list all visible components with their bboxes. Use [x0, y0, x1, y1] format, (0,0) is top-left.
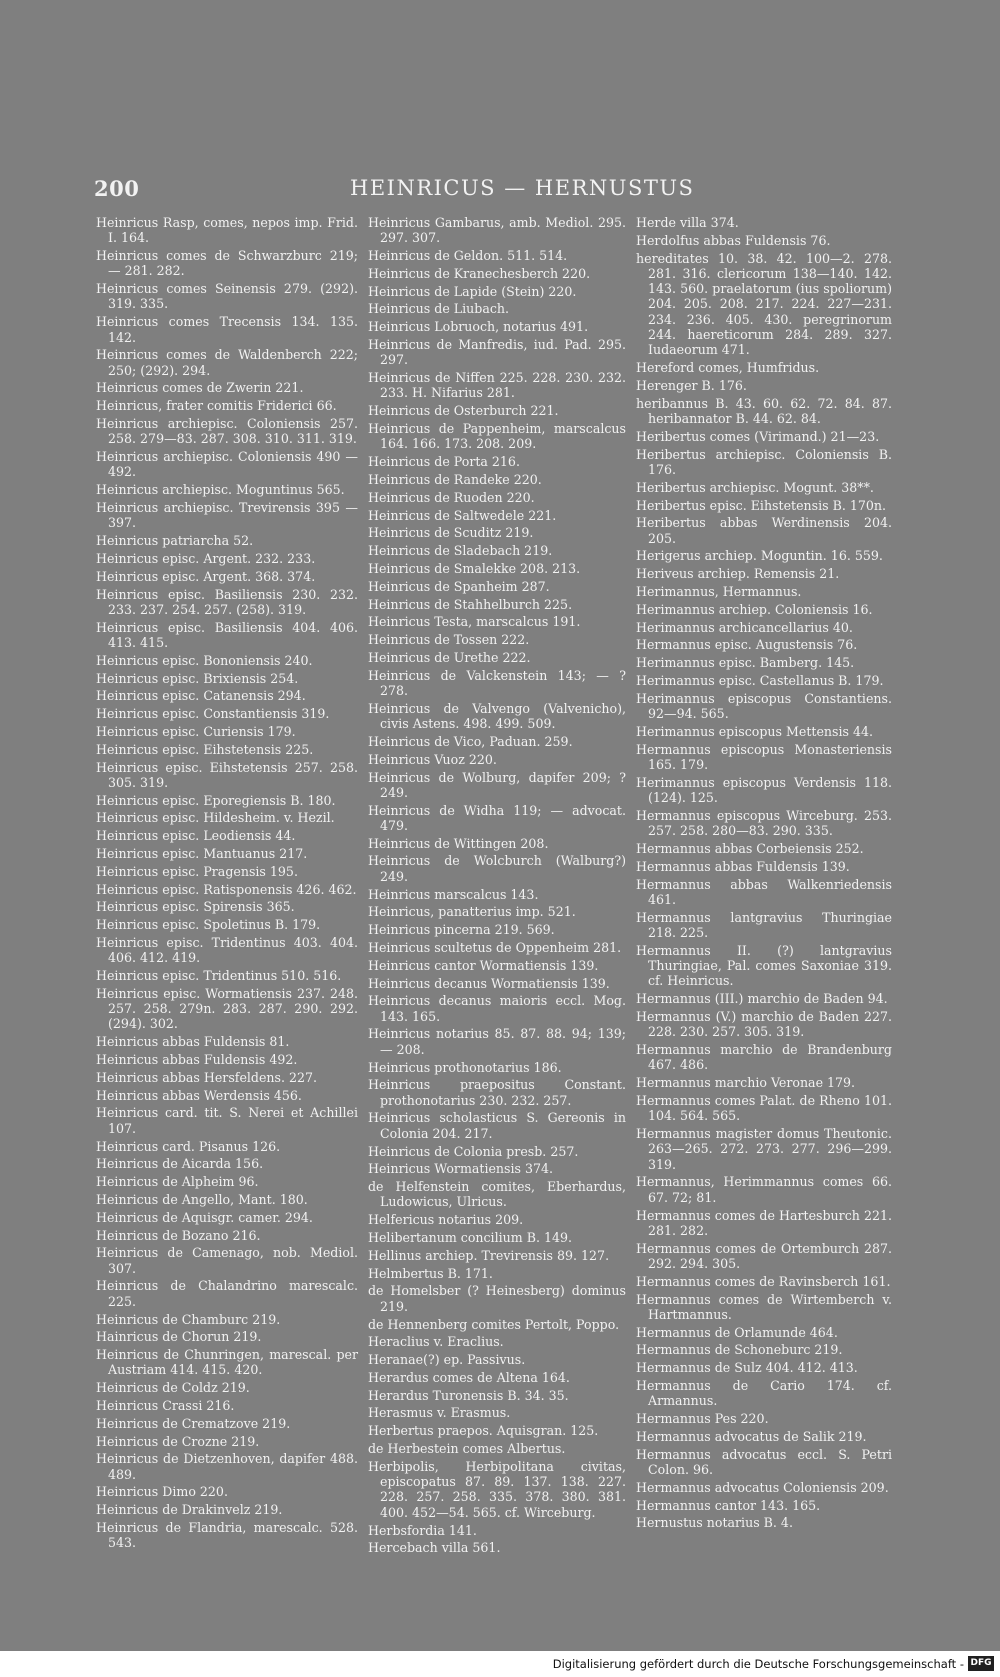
index-entry: Heranae(?) ep. Passivus.	[368, 1352, 526, 1368]
index-entry: Hermannus de Sulz 404. 412. 413.	[636, 1360, 858, 1376]
page-number: 200	[94, 176, 140, 201]
index-entry: Heinricus episc. Wormatiensis 237. 248. 257. 258. 279n. 283. 287. 290. 292. (294). 302.	[96, 985, 358, 1032]
index-entry: Heinricus de Pappenheim, marscalcus 164. 166. 173. 208. 209.	[368, 421, 626, 452]
index-entry: heribannus B. 43. 60. 62. 72. 84. 87. heribannator B. 44. 62. 84.	[636, 395, 892, 427]
index-entry: Heinricus de Niffen 225. 228. 230. 232. 233. H. Nifarius 281.	[368, 370, 626, 401]
index-entry: Heinricus Wormatiensis 374.	[368, 1161, 554, 1177]
index-entry: Heinricus patriarcha 52.	[96, 533, 254, 549]
index-entry: Heinricus de Kranechesberch 220.	[368, 265, 591, 281]
index-entry: Hermannus episcopus Wirceburg. 253. 257. 258. 280—83. 290. 335.	[636, 807, 892, 839]
index-entry: Heinricus Testa, marscalcus 191.	[368, 614, 581, 630]
index-entry: Heinricus de Valckenstein 143; — ? 278.	[368, 667, 626, 699]
index-entry: Heinricus cantor Wormatiensis 139.	[368, 957, 599, 973]
index-entry: Hainricus de Chorun 219.	[96, 1329, 262, 1345]
index-entry: Heinricus de Valvengo (Valvenicho), civis Astens. 498. 499. 509.	[368, 700, 626, 732]
index-entry: Heinricus de Ruoden 220.	[368, 489, 535, 505]
index-column-left	[96, 215, 358, 1553]
index-entry: Helfericus notarius 209.	[368, 1212, 524, 1228]
index-entry: Heinricus de Chunringen, marescal. per Austriam 414. 415. 420.	[96, 1347, 358, 1378]
index-entry: Herdolfus abbas Fuldensis 76.	[636, 232, 831, 248]
index-entry: Heinricus episc. Ratisponensis 426. 462.	[96, 881, 357, 897]
index-entry: Herimannus episcopus Mettensis 44.	[636, 723, 874, 739]
index-entry: Heinricus de Drakinvelz 219.	[96, 1502, 283, 1518]
index-entry: Heinricus de Wittingen 208.	[368, 835, 549, 851]
index-entry: Heinricus de Bozano 216.	[96, 1227, 261, 1243]
index-entry: Heinricus de Dietzenhoven, dapifer 488. 489.	[96, 1451, 358, 1482]
index-entry: Heinricus Lobruoch, notarius 491.	[368, 319, 589, 335]
index-entry: Heinricus de Aquisgr. camer. 294.	[96, 1209, 313, 1225]
index-entry: Hercebach villa 561.	[368, 1540, 501, 1556]
index-entry: Heinricus de Saltwedele 221.	[368, 507, 557, 523]
index-entry: Heinricus episc. Brixiensis 254.	[96, 670, 299, 686]
index-entry: Herbipolis, Herbipolitana civitas, episcopatus 87. 89. 137. 138. 227. 228. 257. 258. 335. 378. 380. 381. 400. 452—54. 565. cf. Wirceburg.	[368, 1458, 626, 1520]
index-entry: Heinricus, frater comitis Friderici 66.	[96, 398, 337, 414]
index-entry: Heinricus de Lapide (Stein) 220.	[368, 283, 577, 299]
index-entry: Heinricus de Geldon. 511. 514.	[368, 248, 568, 264]
index-entry: Hermannus comes de Ravinsberch 161.	[636, 1273, 891, 1289]
index-entry: Heinricus abbas Hersfeldens. 227.	[96, 1069, 318, 1085]
index-entry: Heinricus prothonotarius 186.	[368, 1059, 562, 1075]
index-entry: Hermannus episc. Augustensis 76.	[636, 637, 858, 653]
index-entry: Hermannus de Schoneburc 219.	[636, 1342, 843, 1358]
index-entry: Heinricus episc. Curiensis 179.	[96, 723, 296, 739]
index-entry: Hermannus comes de Ortemburch 287. 292. 294. 305.	[636, 1240, 892, 1271]
index-entry: Heinricus archiepisc. Trevirensis 395 —397.	[96, 500, 358, 531]
index-column-right	[636, 215, 892, 1533]
index-entry: Hermannus de Cario 174. cf. Armannus.	[636, 1377, 892, 1409]
index-entry: Herimannus, Hermannus.	[636, 584, 802, 600]
index-entry: Heinricus de Crematzove 219.	[96, 1415, 291, 1431]
index-entry: Heinricus Dimo 220.	[96, 1484, 228, 1500]
index-entry: Heinricus decanus maioris eccl. Mog. 143. 165.	[368, 993, 626, 1024]
index-entry: Herimannus archicancellarius 40.	[636, 619, 853, 635]
index-entry: Heinricus de Aicarda 156.	[96, 1156, 264, 1172]
index-entry: Heinricus de Liubach.	[368, 301, 510, 317]
index-entry: Heinricus episc. Tridentinus 510. 516.	[96, 968, 342, 984]
index-entry: Heinricus, panatterius imp. 521.	[368, 904, 576, 920]
index-entry: Heinricus scholasticus S. Gereonis in Colonia 204. 217.	[368, 1110, 626, 1141]
index-entry: Hermannus (III.) marchio de Baden 94.	[636, 991, 888, 1007]
index-entry: Heinricus de Urethe 222.	[368, 649, 531, 665]
index-entry: Heinricus episc. Basiliensis 404. 406. 413. 415.	[96, 619, 358, 650]
index-entry: Herbertus praepos. Aquisgran. 125.	[368, 1423, 599, 1439]
index-entry: Hermannus marchio Veronae 179.	[636, 1075, 856, 1091]
index-entry: Hermannus lantgravius Thuringiae 218. 225.	[636, 909, 892, 940]
index-entry: Herde villa 374.	[636, 215, 739, 230]
index-entry: Heinricus episc. Spirensis 365.	[96, 899, 295, 915]
index-entry: Heribertus archiepisc. Mogunt. 38**.	[636, 479, 874, 495]
index-entry: de Hennenberg comites Pertolt, Poppo.	[368, 1316, 620, 1332]
index-entry: Heinricus episc. Eihstetensis 225.	[96, 741, 314, 757]
index-entry: Heinricus episc. Argent. 232. 233.	[96, 550, 316, 566]
index-entry: Heinricus abbas Werdensis 456.	[96, 1087, 302, 1103]
index-entry: Heribertus archiepisc. Coloniensis B. 176.	[636, 446, 892, 477]
index-entry: Heinricus praepositus Constant. prothonotarius 230. 232. 257.	[368, 1077, 626, 1108]
index-entry: Heinricus de Chalandrino marescalc. 225.	[96, 1278, 358, 1309]
index-entry: Herimannus episcopus Verdensis 118. (124). 125.	[636, 774, 892, 806]
index-entry: Heribertus abbas Werdinensis 204. 205.	[636, 515, 892, 546]
index-entry: Heinricus comes Trecensis 134. 135. 142.	[96, 314, 358, 345]
index-entry: Heinricus de Coldz 219.	[96, 1380, 250, 1396]
index-entry: Herardus Turonensis B. 34. 35.	[368, 1387, 569, 1403]
index-entry: Hermannus abbas Walkenriedensis 461.	[636, 876, 892, 907]
index-entry: Hermannus marchio de Brandenburg 467. 486.	[636, 1042, 892, 1073]
index-entry: Heinricus de Colonia presb. 257.	[368, 1143, 579, 1159]
index-entry: Herenger B. 176.	[636, 377, 747, 393]
index-entry: Heinricus comes de Zwerin 221.	[96, 380, 304, 396]
index-entry: Heinricus episc. Constantiensis 319.	[96, 706, 330, 722]
index-entry: Heinricus Rasp, comes, nepos imp. Frid. I. 164.	[96, 215, 358, 246]
index-entry: Hermannus comes de Wirtemberch v. Hartmannus.	[636, 1291, 892, 1322]
index-entry: Herimannus episcopus Constantiens. 92—94. 565.	[636, 690, 892, 722]
index-entry: Herasmus v. Erasmus.	[368, 1405, 511, 1421]
index-entry: Hellinus archiep. Trevirensis 89. 127.	[368, 1247, 610, 1263]
index-entry: Hermannus cantor 143. 165.	[636, 1497, 821, 1513]
index-entry: Heinricus de Randeke 220.	[368, 471, 542, 487]
index-entry: Heinricus de Smalekke 208. 213.	[368, 560, 581, 576]
index-entry: Heinricus de Stahhelburch 225.	[368, 596, 573, 612]
index-entry: Heinricus episc. Basiliensis 230. 232. 233. 237. 254. 257. (258). 319.	[96, 586, 358, 617]
index-entry: Heinricus abbas Fuldensis 81.	[96, 1034, 290, 1050]
index-entry: Hermannus de Orlamunde 464.	[636, 1324, 838, 1340]
index-entry: Heinricus archiepisc. Coloniensis 257. 258. 279—83. 287. 308. 310. 311. 319.	[96, 416, 358, 447]
index-column-middle	[368, 215, 626, 1558]
index-entry: Hermannus advocatus eccl. S. Petri Colon. 96.	[636, 1446, 892, 1477]
index-entry: Heinricus abbas Fuldensis 492.	[96, 1052, 298, 1068]
index-entry: Heinricus de Flandria, marescalc. 528. 543.	[96, 1520, 358, 1551]
index-entry: Heinricus episc. Pragensis 195.	[96, 863, 298, 879]
index-entry: Hereford comes, Humfridus.	[636, 360, 820, 376]
index-entry: de Helfenstein comites, Eberhardus, Ludowicus, Ulricus.	[368, 1179, 626, 1210]
index-entry: Heinricus de Alpheim 96.	[96, 1174, 259, 1190]
index-entry: Heinricus Crassi 216.	[96, 1397, 235, 1413]
index-entry: Heinricus comes de Waldenberch 222; 250; (292). 294.	[96, 347, 358, 378]
index-entry: Heinricus card. Pisanus 126.	[96, 1138, 281, 1154]
index-entry: Herimannus archiep. Coloniensis 16.	[636, 601, 873, 617]
index-entry: Heinricus episc. Hildesheim. v. Hezil.	[96, 810, 335, 826]
index-entry: Heribertus comes (Virimand.) 21—23.	[636, 428, 880, 444]
index-entry: Heinricus de Vico, Paduan. 259.	[368, 733, 573, 749]
index-entry: Heinricus marscalcus 143.	[368, 886, 539, 902]
index-entry: Hermannus episcopus Monasteriensis 165. 179.	[636, 741, 892, 772]
index-entry: Hernustus notarius B. 4.	[636, 1515, 793, 1531]
index-entry: Herbsfordia 141.	[368, 1522, 477, 1538]
index-entry: Heinricus episc. Argent. 368. 374.	[96, 568, 316, 584]
index-entry: Heinricus Vuoz 220.	[368, 751, 497, 767]
index-entry: de Herbestein comes Albertus.	[368, 1441, 566, 1457]
index-entry: Heinricus episc. Eihstetensis 257. 258. 305. 319.	[96, 759, 358, 790]
index-entry: Hermannus magister domus Theutonic. 263—265. 272. 273. 277. 296—299. 319.	[636, 1126, 892, 1172]
index-entry: Hermannus abbas Corbeiensis 252.	[636, 840, 864, 856]
index-entry: Heinricus comes Seinensis 279. (292). 319. 335.	[96, 281, 358, 312]
index-entry: Helibertanum concilium B. 149.	[368, 1230, 573, 1246]
index-entry: Heinricus episc. Leodiensis 44.	[96, 828, 296, 844]
index-entry: Heinricus episc. Mantuanus 217.	[96, 845, 308, 861]
index-entry: de Homelsber (? Heinesberg) dominus 219.	[368, 1283, 626, 1314]
index-entry: Hermannus abbas Fuldensis 139.	[636, 858, 850, 874]
index-entry: Hermannus advocatus Coloniensis 209.	[636, 1479, 889, 1495]
index-entry: Heinricus card. tit. S. Nerei et Achillei 107.	[96, 1105, 358, 1136]
index-entry: Heribertus episc. Eihstetensis B. 170n.	[636, 497, 887, 513]
index-entry: Heinricus de Manfredis, iud. Pad. 295. 297.	[368, 337, 626, 368]
index-entry: Heinricus archiepisc. Moguntinus 565.	[96, 482, 345, 498]
index-entry: Herardus comes de Altena 164.	[368, 1369, 570, 1385]
index-entry: Heinricus episc. Tridentinus 403. 404. 406. 412. 419.	[96, 934, 358, 966]
index-entry: Herimannus episc. Bamberg. 145.	[636, 655, 855, 671]
index-entry: Heraclius v. Eraclius.	[368, 1334, 504, 1350]
index-entry: Hermannus comes de Hartesburch 221. 281. 282.	[636, 1207, 892, 1238]
index-entry: Heriveus archiep. Remensis 21.	[636, 566, 840, 582]
index-entry: hereditates 10. 38. 42. 100—2. 278. 281. 316. clericorum 138—140. 142. 143. 560. praelatorum (ius spoliorum) 204. 205. 208. 217. 224. 227—231. 234. 236. 405. 430. peregrinorum 244. haereticorum 284. 289. 327. Iudaeorum 471.	[636, 250, 892, 358]
index-entry: Heinricus comes de Schwarzburc 219; — 281. 282.	[96, 248, 358, 279]
index-entry: Heinricus pincerna 219. 569.	[368, 922, 555, 938]
index-entry: Heinricus de Camenago, nob. Mediol. 307.	[96, 1245, 358, 1276]
index-entry: Heinricus decanus Wormatiensis 139.	[368, 975, 610, 991]
index-entry: Herimannus episc. Castellanus B. 179.	[636, 673, 884, 689]
index-entry: Heinricus episc. Bononiensis 240.	[96, 652, 313, 668]
index-entry: Helmbertus B. 171.	[368, 1265, 493, 1281]
index-entry: Heinricus de Chamburc 219.	[96, 1311, 281, 1327]
index-entry: Heinricus episc. Catanensis 294.	[96, 688, 306, 704]
index-entry: Hermannus II. (?) lantgravius Thuringiae, Pal. comes Saxoniae 319. cf. Heinricus.	[636, 942, 892, 989]
index-entry: Heinricus Gambarus, amb. Mediol. 295. 297. 307.	[368, 215, 626, 246]
index-entry: Heinricus de Scuditz 219.	[368, 525, 534, 541]
index-entry: Heinricus de Porta 216.	[368, 454, 520, 470]
index-entry: Herigerus archiep. Moguntin. 16. 559.	[636, 548, 883, 564]
running-head: HEINRICUS — HERNUSTUS	[350, 176, 695, 200]
index-entry: Heinricus de Widha 119; — advocat. 479.	[368, 802, 626, 833]
index-entry: Hermannus Pes 220.	[636, 1411, 769, 1427]
index-entry: Hermannus comes Palat. de Rheno 101. 104. 564. 565.	[636, 1092, 892, 1124]
index-entry: Hermannus (V.) marchio de Baden 227. 228. 230. 257. 305. 319.	[636, 1008, 892, 1040]
index-entry: Heinricus de Spanheim 287.	[368, 578, 550, 594]
index-entry: Heinricus episc. Spoletinus B. 179.	[96, 917, 321, 933]
index-entry: Heinricus de Angello, Mant. 180.	[96, 1191, 308, 1207]
index-entry: Hermannus, Herimmannus comes 66. 67. 72; 81.	[636, 1174, 892, 1205]
index-entry: Heinricus de Osterburch 221.	[368, 403, 559, 419]
dfg-logo: DFG	[968, 1656, 994, 1671]
index-entry: Heinricus notarius 85. 87. 88. 94; 139; — 208.	[368, 1026, 626, 1057]
index-entry: Heinricus de Wolburg, dapifer 209; ? 249.	[368, 769, 626, 800]
index-entry: Heinricus de Tossen 222.	[368, 632, 530, 648]
index-entry: Heinricus episc. Eporegiensis B. 180.	[96, 792, 336, 808]
funding-notice: Digitalisierung gefördert durch die Deutsche Forschungsgemeinschaft -	[552, 1657, 964, 1671]
index-entry: Heinricus scultetus de Oppenheim 281.	[368, 939, 622, 955]
index-entry: Hermannus advocatus de Salik 219.	[636, 1428, 867, 1444]
index-entry: Heinricus de Sladebach 219.	[368, 543, 553, 559]
index-entry: Heinricus de Crozne 219.	[96, 1433, 260, 1449]
index-entry: Heinricus archiepisc. Coloniensis 490 —492.	[96, 449, 358, 480]
index-entry: Heinricus de Wolcburch (Walburg?) 249.	[368, 853, 626, 884]
footer-bar	[0, 1651, 1000, 1677]
